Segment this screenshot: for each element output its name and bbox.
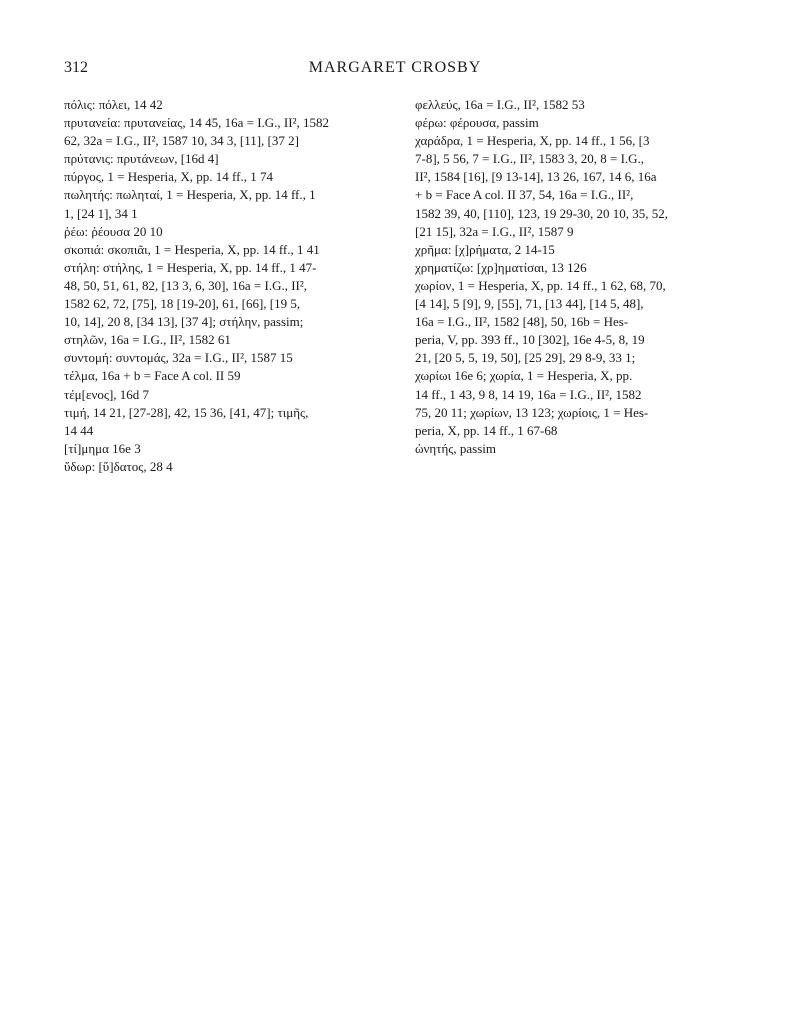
entry-line: πρύτανις: πρυτάνεων, [16d 4] — [64, 151, 219, 167]
index-entry — [64, 168, 376, 186]
entry-line: [21 15], 32a = I.G., II², 1587 9 — [415, 223, 574, 239]
index-entry — [64, 96, 376, 114]
index-entry — [415, 277, 727, 440]
entry-line: τέμ[ενος], 16d 7 — [64, 386, 150, 402]
entry-line: 1582 62, 72, [75], 18 [19-20], 61, [66], [19 5, — [64, 296, 301, 312]
entry-line: χωρίωι 16e 6; χωρία, 1 = Hesperia, X, pp. — [415, 368, 633, 384]
entry-line: 14 44 — [64, 422, 94, 438]
entry-line: 48, 50, 51, 61, 82, [13 3, 6, 30], 16a = I.G., II², — [64, 277, 308, 293]
entry-line: χρηματίζω: [χρ]ηματίσαι, 13 126 — [415, 259, 587, 275]
entry-line: peria, V, pp. 393 ff., 10 [302], 16e 4-5, 8, 19 — [415, 332, 645, 348]
index-entry — [64, 386, 376, 404]
entry-line: φέρω: φέρουσα, passim — [415, 115, 539, 131]
entry-line: + b = Face A col. II 37, 54, 16a = I.G., II², — [415, 187, 634, 203]
entry-line: [4 14], 5 [9], 9, [55], 71, [13 44], [14 5, 48], — [415, 296, 644, 312]
entry-line: τέλμα, 16a + b = Face A col. II 59 — [64, 368, 241, 384]
page-number: 312 — [64, 59, 88, 76]
entry-line: 1582 39, 40, [110], 123, 19 29-30, 20 10, 35, 52, — [415, 205, 669, 221]
entry-line: χρῆμα: [χ]ρήματα, 2 14-15 — [415, 241, 555, 257]
entry-line: ὠνητής, passim — [415, 440, 497, 456]
right-column — [415, 96, 727, 458]
left-column — [64, 96, 376, 476]
entry-line: 21, [20 5, 5, 19, 50], [25 29], 29 8-9, 33 1; — [415, 350, 636, 366]
index-entry — [64, 150, 376, 168]
index-entry — [415, 114, 727, 132]
entry-line: 1, [24 1], 34 1 — [64, 205, 138, 221]
entry-line: πύργος, 1 = Hesperia, X, pp. 14 ff., 1 74 — [64, 169, 273, 185]
entry-line: πωλητής: πωληταί, 1 = Hesperia, X, pp. 14 ff., 1 — [64, 187, 316, 203]
index-entry — [64, 186, 376, 222]
entry-line: peria, X, pp. 14 ff., 1 67-68 — [415, 422, 558, 438]
entry-line: ῥέω: ῥέουσα 20 10 — [64, 223, 163, 239]
index-entry — [415, 132, 727, 241]
entry-line: II², 1584 [16], [9 13-14], 13 26, 167, 14 6, 16a — [415, 169, 657, 185]
index-entry — [64, 440, 376, 458]
entry-line: 62, 32a = I.G., II², 1587 10, 34 3, [11], [37 2] — [64, 133, 299, 149]
entry-line: 75, 20 11; χωρίων, 13 123; χωρίοις, 1 = Hes- — [415, 404, 649, 420]
entry-line: σκοπιά: σκοπιᾶι, 1 = Hesperia, X, pp. 14 ff., 1 41 — [64, 241, 320, 257]
index-entry — [64, 458, 376, 476]
index-entry — [64, 404, 376, 440]
entry-line: 10, 14], 20 8, [34 13], [37 4]; στήλην, passim; — [64, 314, 304, 330]
page-header — [64, 59, 726, 81]
entry-line: ὕδωρ: [ὕ]δατος, 28 4 — [64, 458, 173, 474]
entry-line: χωρίον, 1 = Hesperia, X, pp. 14 ff., 1 62, 68, 70, — [415, 277, 666, 293]
index-entry — [64, 259, 376, 349]
index-entry — [415, 241, 727, 259]
entry-line: 16a = I.G., II², 1582 [48], 50, 16b = Hes- — [415, 314, 629, 330]
entry-line: χαράδρα, 1 = Hesperia, X, pp. 14 ff., 1 56, [3 — [415, 133, 650, 149]
entry-line: φελλεύς, 16a = I.G., II², 1582 53 — [415, 97, 585, 112]
entry-line: τιμή, 14 21, [27-28], 42, 15 36, [41, 47]; τιμῆς, — [64, 404, 309, 420]
index-entry — [64, 241, 376, 259]
index-entry — [415, 440, 727, 458]
index-entry — [415, 259, 727, 277]
index-entry — [64, 114, 376, 150]
index-entry — [64, 367, 376, 385]
running-head: MARGARET CROSBY — [308, 59, 482, 76]
entry-line: πρυτανεία: πρυτανείας, 14 45, 16a = I.G., II², 1582 — [64, 115, 329, 131]
entry-line: συντομή: συντομάς, 32a = I.G., II², 1587 15 — [64, 350, 293, 366]
entry-line: [τί]μημα 16e 3 — [64, 440, 141, 456]
entry-line: 14 ff., 1 43, 9 8, 14 19, 16a = I.G., II², 1582 — [415, 386, 642, 402]
entry-line: 7-8], 5 56, 7 = I.G., II², 1583 3, 20, 8 = I.G., — [415, 151, 645, 167]
entry-line: στηλῶν, 16a = I.G., II², 1582 61 — [64, 332, 231, 348]
index-entry — [415, 96, 727, 114]
index-entry — [64, 349, 376, 367]
index-entry — [64, 223, 376, 241]
entry-line: πόλις: πόλει, 14 42 — [64, 97, 163, 112]
entry-line: στήλη: στήλης, 1 = Hesperia, X, pp. 14 ff., 1 47- — [64, 259, 317, 275]
